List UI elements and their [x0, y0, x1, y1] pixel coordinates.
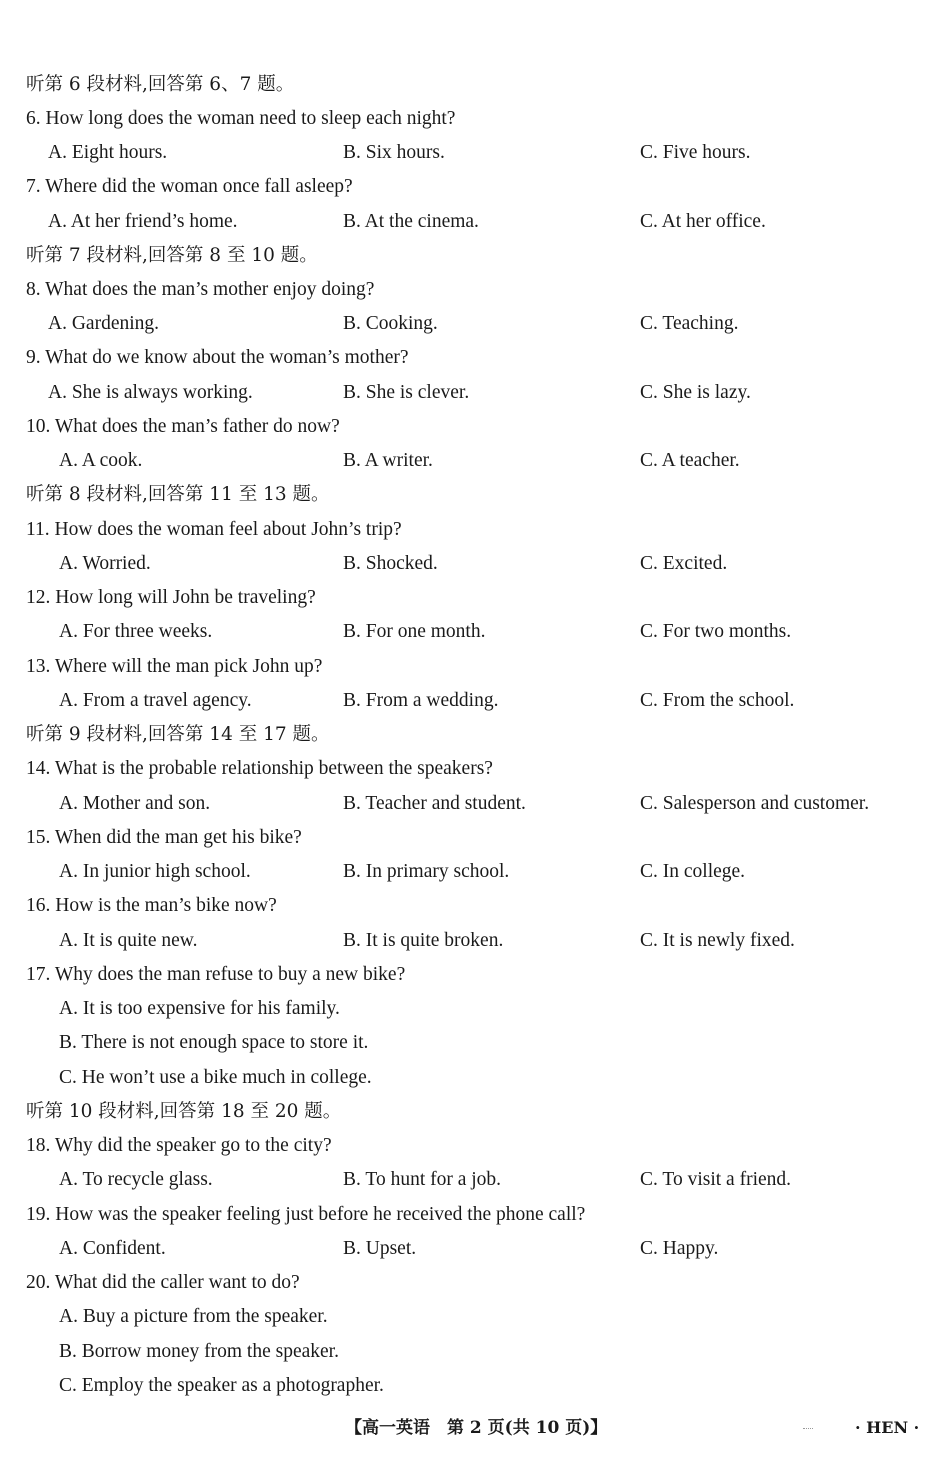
question-7-stem: 7. Where did the woman once fall asleep? — [26, 176, 353, 197]
question-19-option-a: A. Confident. — [59, 1238, 166, 1259]
question-11-stem: 11. How does the woman feel about John’s trip? — [26, 519, 402, 540]
question-17-stem: 17. Why does the man refuse to buy a new bike? — [26, 964, 406, 985]
question-9-option-c: C. She is lazy. — [640, 382, 751, 403]
question-17-option-a: A. It is too expensive for his family. — [59, 998, 340, 1019]
question-9-option-b: B. She is clever. — [343, 382, 470, 403]
question-9-option-a: A. She is always working. — [48, 382, 253, 403]
question-15-option-b: B. In primary school. — [343, 861, 510, 882]
question-16-option-b: B. It is quite broken. — [343, 930, 504, 951]
question-17-option-b: B. There is not enough space to store it. — [59, 1032, 369, 1053]
question-18-stem: 18. Why did the speaker go to the city? — [26, 1135, 332, 1156]
question-20-option-b: B. Borrow money from the speaker. — [59, 1341, 339, 1362]
question-19-option-b: B. Upset. — [343, 1238, 417, 1259]
question-11-option-c: C. Excited. — [640, 553, 728, 574]
section-heading-10: 听第 10 段材料,回答第 18 至 20 题。 — [26, 1101, 342, 1122]
question-19-stem: 19. How was the speaker feeling just before he received the phone call? — [26, 1204, 586, 1225]
question-14-option-c: C. Salesperson and customer. — [640, 793, 870, 814]
question-7-option-b: B. At the cinema. — [343, 211, 479, 232]
question-17-option-c: C. He won’t use a bike much in college. — [59, 1067, 372, 1088]
question-10-option-a: A. A cook. — [59, 450, 143, 471]
question-7-option-c: C. At her office. — [640, 211, 766, 232]
question-14-option-a: A. Mother and son. — [59, 793, 211, 814]
question-8-option-c: C. Teaching. — [640, 313, 739, 334]
question-16-option-c: C. It is newly fixed. — [640, 930, 795, 951]
section-heading-8: 听第 8 段材料,回答第 11 至 13 题。 — [26, 484, 330, 505]
question-8-option-b: B. Cooking. — [343, 313, 438, 334]
question-12-option-b: B. For one month. — [343, 621, 486, 642]
question-6-option-c: C. Five hours. — [640, 142, 751, 163]
question-14-stem: 14. What is the probable relationship between the speakers? — [26, 758, 493, 779]
question-20-option-a: A. Buy a picture from the speaker. — [59, 1306, 328, 1327]
question-12-stem: 12. How long will John be traveling? — [26, 587, 316, 608]
question-11-option-a: A. Worried. — [59, 553, 151, 574]
question-9-stem: 9. What do we know about the woman’s mother? — [26, 347, 409, 368]
question-16-stem: 16. How is the man’s bike now? — [26, 895, 277, 916]
question-12-option-c: C. For two months. — [640, 621, 792, 642]
question-7-option-a: A. At her friend’s home. — [48, 211, 238, 232]
section-heading-6: 听第 6 段材料,回答第 6、7 题。 — [26, 74, 295, 95]
question-6-option-a: A. Eight hours. — [48, 142, 168, 163]
question-8-option-a: A. Gardening. — [48, 313, 160, 334]
question-13-stem: 13. Where will the man pick John up? — [26, 656, 323, 677]
question-13-option-a: A. From a travel agency. — [59, 690, 252, 711]
question-15-option-a: A. In junior high school. — [59, 861, 251, 882]
question-10-option-b: B. A writer. — [343, 450, 433, 471]
question-16-option-a: A. It is quite new. — [59, 930, 198, 951]
question-6-option-b: B. Six hours. — [343, 142, 445, 163]
question-13-option-b: B. From a wedding. — [343, 690, 499, 711]
question-10-stem: 10. What does the man’s father do now? — [26, 416, 340, 437]
question-6-stem: 6. How long does the woman need to sleep each night? — [26, 108, 456, 129]
question-12-option-a: A. For three weeks. — [59, 621, 213, 642]
question-20-option-c: C. Employ the speaker as a photographer. — [59, 1375, 384, 1396]
question-14-option-b: B. Teacher and student. — [343, 793, 526, 814]
question-19-option-c: C. Happy. — [640, 1238, 719, 1259]
question-15-option-c: C. In college. — [640, 861, 746, 882]
question-18-option-c: C. To visit a friend. — [640, 1169, 792, 1190]
page-footer-label: 【高一英语 第 2 页(共 10 页)】 — [345, 1418, 608, 1438]
question-20-stem: 20. What did the caller want to do? — [26, 1272, 300, 1293]
footer-divider — [803, 1428, 813, 1429]
question-11-option-b: B. Shocked. — [343, 553, 438, 574]
page-footer-code: · HEN · — [855, 1418, 920, 1437]
section-heading-7: 听第 7 段材料,回答第 8 至 10 题。 — [26, 245, 318, 266]
question-13-option-c: C. From the school. — [640, 690, 795, 711]
question-8-stem: 8. What does the man’s mother enjoy doing? — [26, 279, 375, 300]
question-15-stem: 15. When did the man get his bike? — [26, 827, 302, 848]
section-heading-9: 听第 9 段材料,回答第 14 至 17 题。 — [26, 724, 330, 745]
question-18-option-b: B. To hunt for a job. — [343, 1169, 502, 1190]
question-10-option-c: C. A teacher. — [640, 450, 740, 471]
question-18-option-a: A. To recycle glass. — [59, 1169, 213, 1190]
